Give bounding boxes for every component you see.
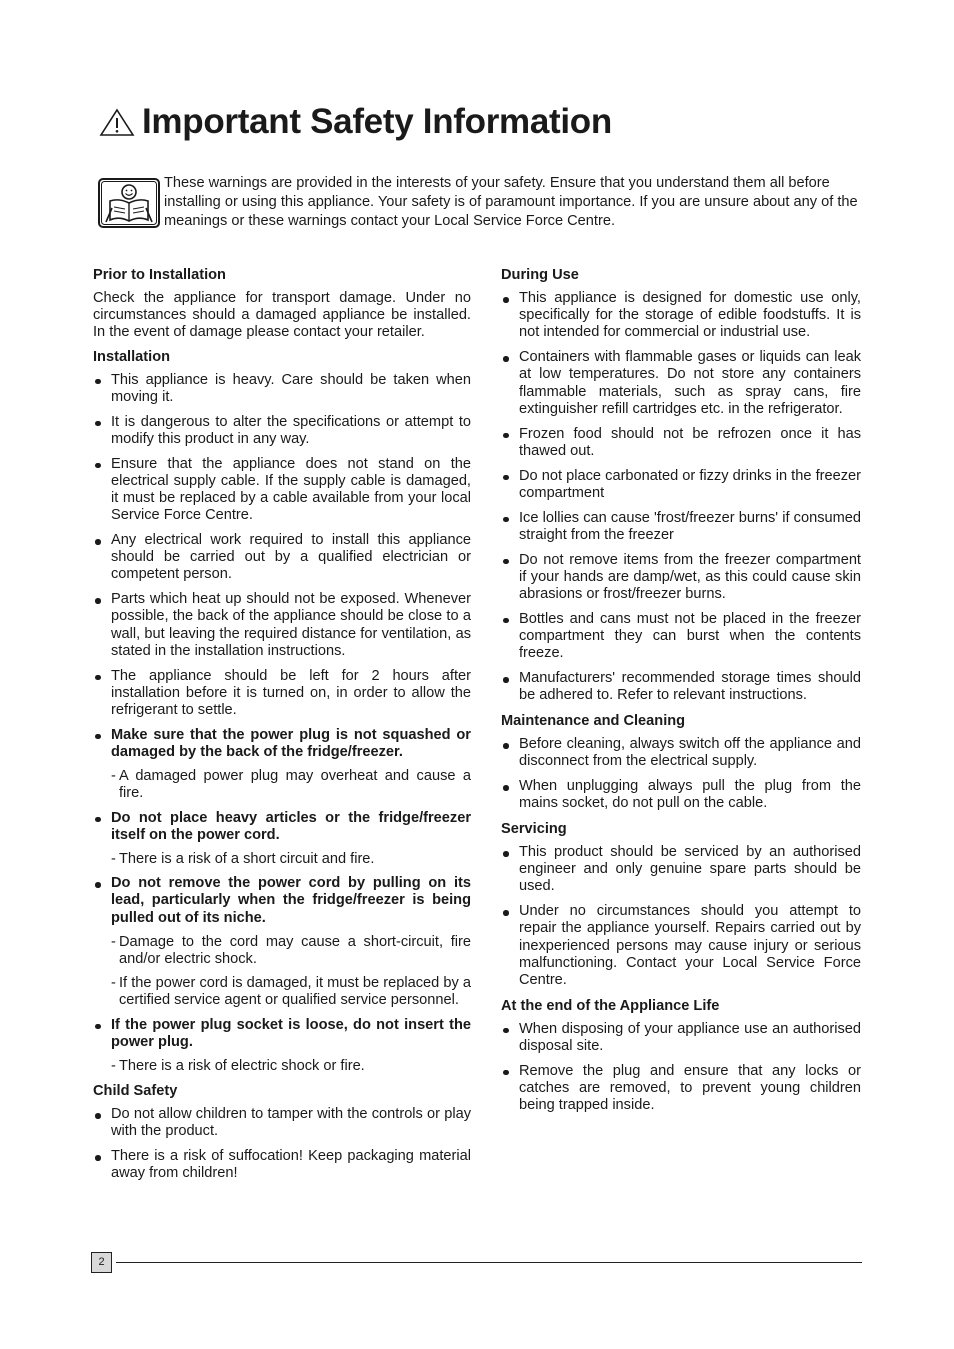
list-item: It is dangerous to alter the specifications or attempt to modify this product in any way. xyxy=(93,414,471,448)
list-item: There is a risk of suffocation! Keep packaging material away from children! xyxy=(93,1148,471,1182)
list-item: This appliance is heavy. Care should be taken when moving it. xyxy=(93,372,471,406)
section-heading-prior: Prior to Installation xyxy=(93,267,226,283)
end-of-life-list xyxy=(501,1021,861,1115)
servicing-list xyxy=(501,844,861,989)
list-item: Before cleaning, always switch off the appliance and disconnect from the electrical supply. xyxy=(501,736,861,770)
list-item: Do not allow children to tamper with the controls or play with the product. xyxy=(93,1106,471,1140)
list-item: Containers with flammable gases or liquids can leak at low temperatures. Do not store any containers flammable materials, such as spray cans, fire extinguisher refill cartridges etc. in the refrigerator. xyxy=(501,349,861,418)
section-heading-installation: Installation xyxy=(93,348,171,365)
list-item: Remove the plug and ensure that any locks or catches are removed, to prevent young children being trapped inside. xyxy=(501,1063,861,1115)
section-heading-maintenance: Maintenance and Cleaning xyxy=(501,713,686,730)
maintenance-list xyxy=(501,736,861,812)
list-item: Manufacturers' recommended storage times should be adhered to. Refer to relevant instructions. xyxy=(501,670,861,704)
warning-note: - If the power cord is damaged, it must be replaced by a certified service agent or qualified service personnel. xyxy=(111,975,471,1009)
list-item: When disposing of your appliance use an authorised disposal site. xyxy=(501,1021,861,1055)
installation-warnings xyxy=(93,875,471,927)
list-item: Ice lollies can cause 'frost/freezer burns' if consumed straight from the freezer xyxy=(501,510,861,544)
left-column xyxy=(93,266,471,1190)
list-item: Under no circumstances should you attempt to repair the appliance yourself. Repairs carried out by inexperienced persons may cause injury or serious malfunctioning. Contact your Local Service Force Centre. xyxy=(501,903,861,989)
section-heading-child-safety: Child Safety xyxy=(93,1083,178,1100)
warning-item: If the power plug socket is loose, do not insert the power plug. xyxy=(93,1017,471,1051)
installation-warnings xyxy=(93,1017,471,1051)
list-item: Parts which heat up should not be exposed. Whenever possible, the back of the appliance should be close to a wall, but leaving the required distance for ventilation, as stated in the installation instructions. xyxy=(93,591,471,660)
list-item: This product should be serviced by an authorised engineer and only genuine spare parts should be used. xyxy=(501,844,861,896)
warning-triangle-icon xyxy=(98,107,136,137)
list-item: The appliance should be left for 2 hours after installation before it is turned on, in order to allow the refrigerant to settle. xyxy=(93,668,471,720)
list-item: Any electrical work required to install this appliance should be carried out by a qualified electrician or competent person. xyxy=(93,532,471,584)
warning-item: Make sure that the power plug is not squashed or damaged by the back of the fridge/freezer. xyxy=(93,727,471,761)
intro-text: These warnings are provided in the interests of your safety. Ensure that you understand them all before installing or using this appliance. Your safety is of paramount importance. If you are unsure about any of the meanings or these warnings contact your Local Service Force Centre. xyxy=(164,175,858,229)
warning-note: - There is a risk of electric shock or fire. xyxy=(111,1058,365,1075)
page-title-text: Important Safety Information xyxy=(142,102,612,141)
warning-item: Do not remove the power cord by pulling on its lead, particularly when the fridge/freezer is being pulled out of its niche. xyxy=(93,875,471,927)
reading-manual-icon xyxy=(98,178,160,228)
prior-text: Check the appliance for transport damage. Under no circumstances should a damaged appliance be installed. In the event of damage please contact your retailer. xyxy=(93,290,471,341)
section-heading-end-of-life: At the end of the Appliance Life xyxy=(501,997,720,1014)
list-item: Do not place carbonated or fizzy drinks in the freezer compartment xyxy=(501,468,861,502)
warning-note: - Damage to the cord may cause a short-circuit, fire and/or electric shock. xyxy=(111,933,471,968)
list-item: Frozen food should not be refrozen once it has thawed out. xyxy=(501,426,861,460)
section-heading-servicing: Servicing xyxy=(501,821,567,838)
section-heading-during-use: During Use xyxy=(501,267,579,283)
list-item: This appliance is designed for domestic use only, specifically for the storage of edible foodstuffs. It is not intended for commercial or industrial use. xyxy=(501,290,861,342)
footer-divider xyxy=(116,1262,862,1263)
page-title xyxy=(98,102,612,142)
page-number: 2 xyxy=(91,1252,112,1273)
installation-list xyxy=(93,372,471,720)
list-item: Ensure that the appliance does not stand on the electrical supply cable. If the supply cable is damaged, it must be replaced by a cable available from your local Service Force Centre. xyxy=(93,456,471,525)
warning-item: Do not place heavy articles or the fridge/freezer itself on the power cord. xyxy=(93,810,471,844)
list-item: Do not remove items from the freezer compartment if your hands are damp/wet, as this could cause skin abrasions or frost/freezer burns. xyxy=(501,552,861,604)
during-use-list xyxy=(501,290,861,704)
warning-note: - There is a risk of a short circuit and fire. xyxy=(111,851,375,868)
right-column xyxy=(501,266,861,1122)
installation-warnings xyxy=(93,727,471,761)
installation-warnings xyxy=(93,810,471,844)
list-item: When unplugging always pull the plug from the mains socket, do not pull on the cable. xyxy=(501,778,861,812)
warning-note: - A damaged power plug may overheat and cause a fire. xyxy=(111,768,471,802)
child-safety-list xyxy=(93,1106,471,1182)
list-item: Bottles and cans must not be placed in the freezer compartment they can burst when the contents freeze. xyxy=(501,611,861,663)
